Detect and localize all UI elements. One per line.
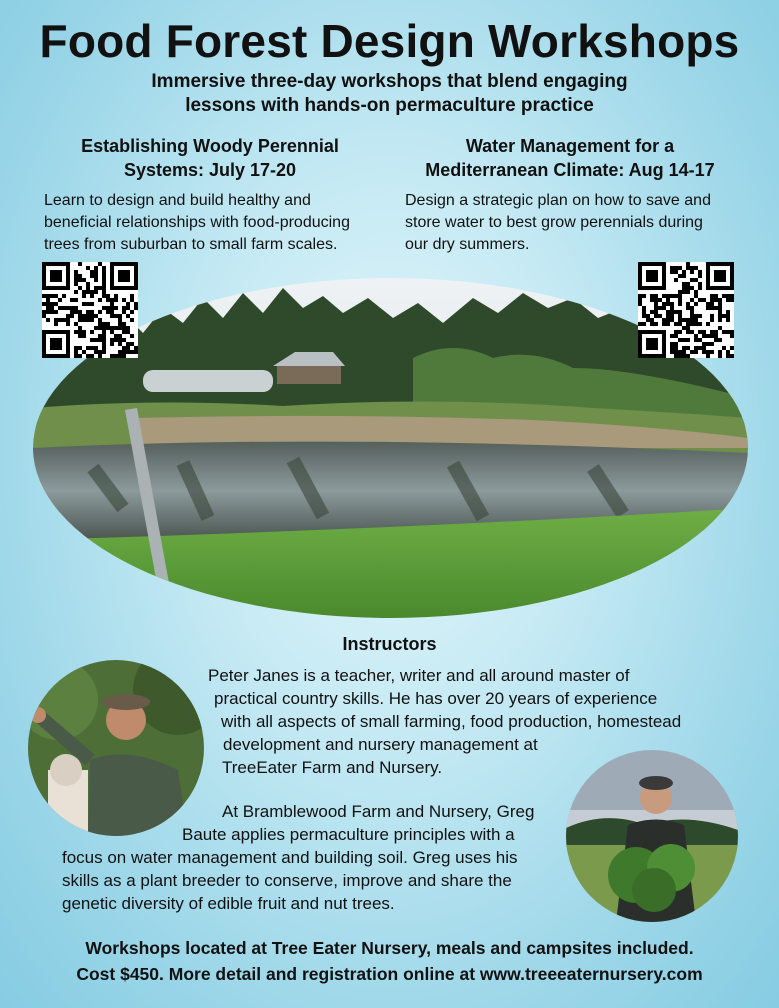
instructors-heading: Instructors — [342, 634, 437, 654]
greg-baute-photo — [566, 750, 738, 922]
qr-code-icon — [42, 262, 138, 358]
peter-janes-bio: Peter Janes is a teacher, writer and all around master of practical country skills. He has over 20 years of experience with all aspects of small farming, food production, homestead development and nursery management at TreeEater Farm and Nursery. — [208, 666, 682, 777]
qr-code-icon[interactable] — [638, 262, 734, 358]
poster-subtitle: Immersive three-day workshops that blend engaging lessons with hands-on permaculture practice — [151, 71, 628, 116]
qr-code-icon[interactable] — [42, 262, 138, 358]
workshop-2-description: Design a strategic plan on how to save and store water to best grow perennials during our dry summers. — [405, 192, 711, 253]
greg-baute-bio: At Bramblewood Farm and Nursery, Greg Baute applies permaculture principles with a focus on water management and building soil. Greg uses his skills as a plant breeder to conserve, improve and share the genetic diversity of edible fruit and nut trees. — [62, 802, 535, 913]
footer-info: Workshops located at Tree Eater Nursery, meals and campsites included. Cost $450. More detail and registration online at www.treeeaternursery.com — [76, 938, 703, 984]
workshop-1-description: Learn to design and build healthy and beneficial relationships with food-producing trees from suburban to small farm scales. — [44, 192, 350, 253]
qr-code-icon — [638, 262, 734, 358]
workshop-2-title: Water Management for a Mediterranean Climate: Aug 14-17 — [425, 136, 715, 180]
workshop-1-title: Establishing Woody Perennial Systems: July 17-20 — [81, 136, 339, 180]
poster-title: Food Forest Design Workshops — [39, 15, 740, 67]
